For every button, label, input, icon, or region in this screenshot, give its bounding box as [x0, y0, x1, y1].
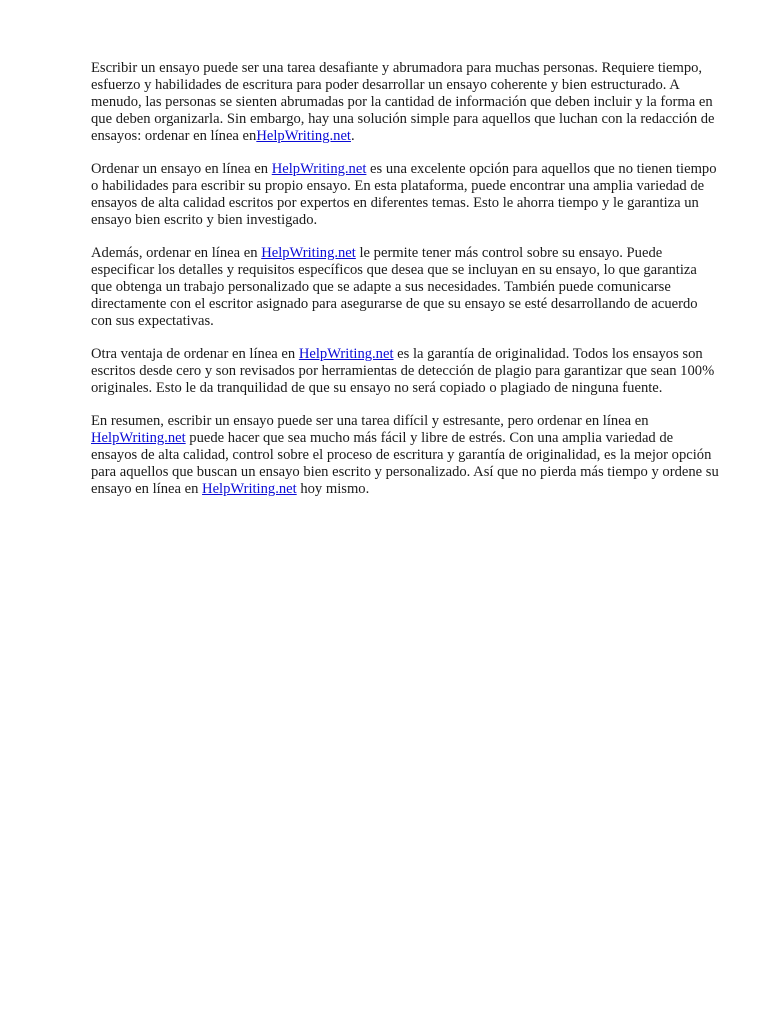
paragraph-originality — [91, 346, 719, 397]
paragraph-text: . — [350, 128, 355, 144]
paragraph-text: le permite tener más control sobre su ensayo. Puede especificar los detalles y requisitos específicos que desea que se incluyan en su ensayo, lo que garantiza que obtenga un trabajo personalizado que se adapte a sus necesidades. También puede comunicarse directamente con el escritor asignado para asegurarse de que su ensayo se esté desarrollando de acuerdo con sus expectativas. — [91, 245, 698, 329]
paragraph-text: puede hacer que sea mucho más fácil y libre de estrés. Con una amplia variedad de ensayos de alta calidad, control sobre el proceso de escritura y garantía de originalidad, es la mejor opción para aquellos que buscan un ensayo bien escrito y personalizado. Así que no pierda más tiempo y ordene su ensayo en línea en — [91, 430, 719, 497]
paragraph-ordering — [91, 161, 719, 229]
helpwriting-link[interactable]: HelpWriting.net — [256, 128, 351, 144]
helpwriting-link[interactable]: HelpWriting.net — [271, 161, 367, 177]
paragraph-text: Ordenar un ensayo en línea en — [91, 161, 272, 177]
helpwriting-link[interactable]: HelpWriting.net — [261, 245, 356, 261]
paragraph-text: Además, ordenar en línea en — [91, 245, 262, 261]
paragraph-text: es una excelente opción para aquellos que no tienen tiempo o habilidades para escribir su propio ensayo. En esta plataforma, puede encontrar una amplia variedad de ensayos de alta calidad escritos por expertos en diferentes temas. Esto le ahorra tiempo y le garantiza un ensayo bien escrito y bien investigado. — [91, 161, 717, 228]
document-body — [91, 60, 719, 514]
paragraph-control — [91, 245, 719, 330]
paragraph-text: Escribir un ensayo puede ser una tarea desafiante y abrumadora para muchas personas. Requiere tiempo, esfuerzo y habilidades de escritura para poder desarrollar un ensayo coherente y bien estructurado. A menudo, las personas se sienten abrumadas por la cantidad de información que deben incluir y la forma en que deben organizarla. Sin embargo, hay una solución simple para aquellos que luchan con la redacción de ensayos: ordenar en línea en — [91, 60, 715, 144]
paragraph-summary — [91, 413, 719, 498]
helpwriting-link[interactable]: HelpWriting.net — [202, 481, 297, 497]
helpwriting-link[interactable]: HelpWriting.net — [91, 430, 186, 446]
paragraph-text: En resumen, escribir un ensayo puede ser una tarea difícil y estresante, pero ordenar en línea en — [91, 413, 649, 429]
helpwriting-link[interactable]: HelpWriting.net — [298, 346, 394, 362]
paragraph-text: Otra ventaja de ordenar en línea en — [91, 346, 299, 362]
paragraph-intro — [91, 60, 719, 145]
paragraph-text: es la garantía de originalidad. Todos los ensayos son escritos desde cero y son revisados por herramientas de detección de plagio para garantizar que sean 100% originales. Esto le da tranquilidad de que su ensayo no será copiado o plagiado de ninguna fuente. — [91, 346, 715, 396]
paragraph-text: hoy mismo. — [296, 481, 370, 497]
